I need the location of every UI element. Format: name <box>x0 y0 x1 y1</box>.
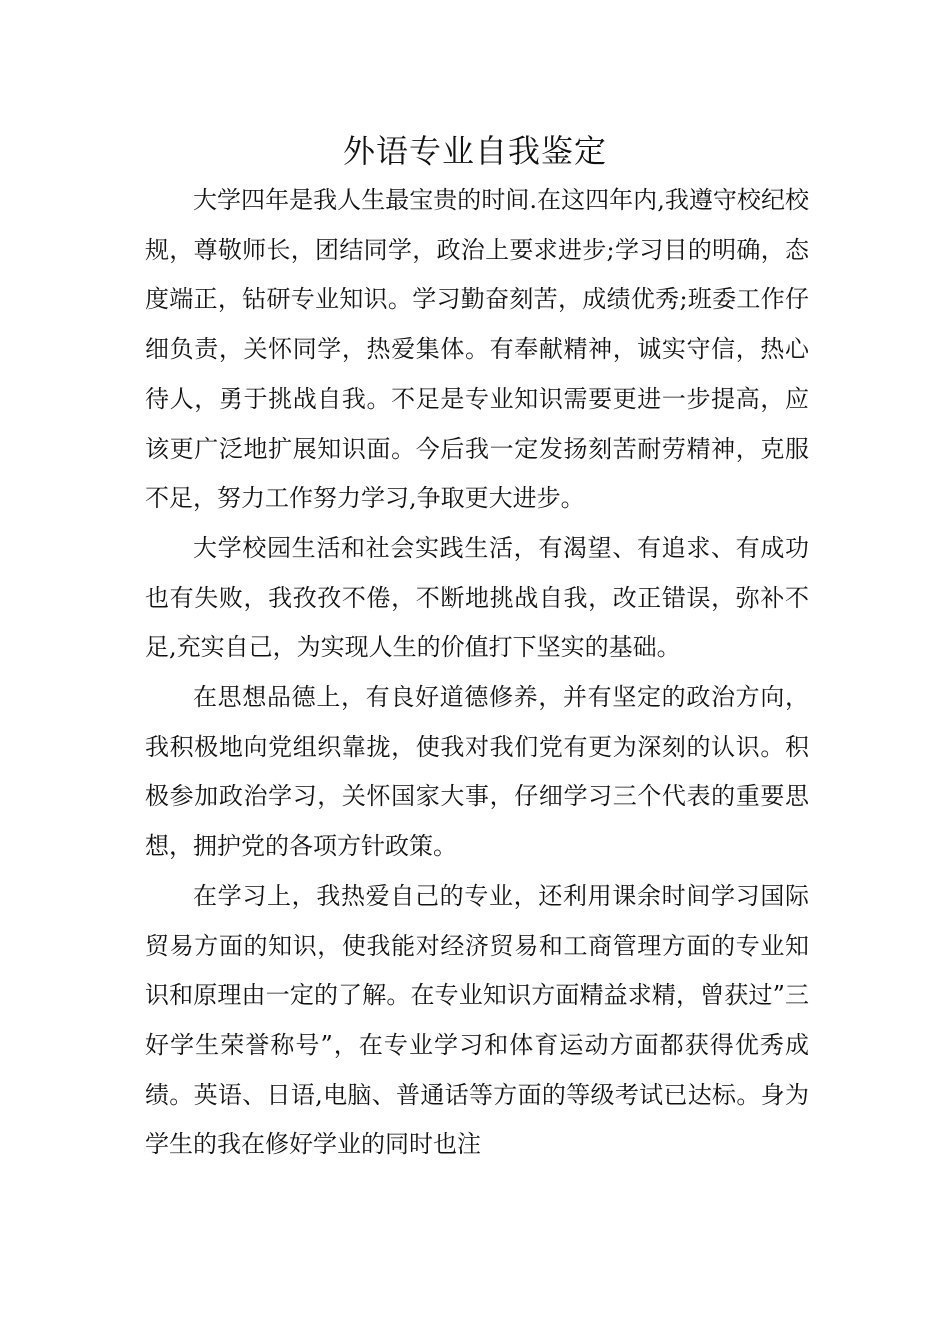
paragraph-1: 大学四年是我人生最宝贵的时间.在这四年内,我遵守校纪校规，尊敬师长，团结同学，政治上要求进步;学习目的明确，态度端正，钻研专业知识。学习勤奋刻苦，成绩优秀;班委工作仔细负责，关怀同学，热爱集体。有奉献精神，诚实守信，热心待人，勇于挑战自我。不足是专业知识需要更进一步提高，应该更广泛地扩展知识面。今后我一定发扬刻苦耐劳精神，克服不足，努力工作努力学习,争取更大进步。 <box>145 186 809 513</box>
paragraph-3: 在思想品德上，有良好道德修养，并有坚定的政治方向，我积极地向党组织靠拢，使我对我们党有更为深刻的认识。积极参加政治学习，关怀国家大事，仔细学习三个代表的重要思想，拥护党的各项方针政策。 <box>145 683 809 861</box>
document-body <box>145 176 809 1170</box>
document-title: 外语专业自我鉴定 <box>342 132 607 170</box>
paragraph-2: 大学校园生活和社会实践生活，有渴望、有追求、有成功也有失败，我孜孜不倦，不断地挑战自我，改正错误，弥补不足,充实自己，为实现人生的价值打下坚实的基础。 <box>145 533 809 662</box>
paragraph-4: 在学习上，我热爱自己的专业，还利用课余时间学习国际贸易方面的知识，使我能对经济贸易和工商管理方面的专业知识和原理由一定的了解。在专业知识方面精益求精，曾获过”三好学生荣誉称号”，在专业学习和体育运动方面都获得优秀成绩。英语、日语,电脑、普通话等方面的等级考试已达标。身为学生的我在修好学业的同时也注 <box>145 881 809 1159</box>
